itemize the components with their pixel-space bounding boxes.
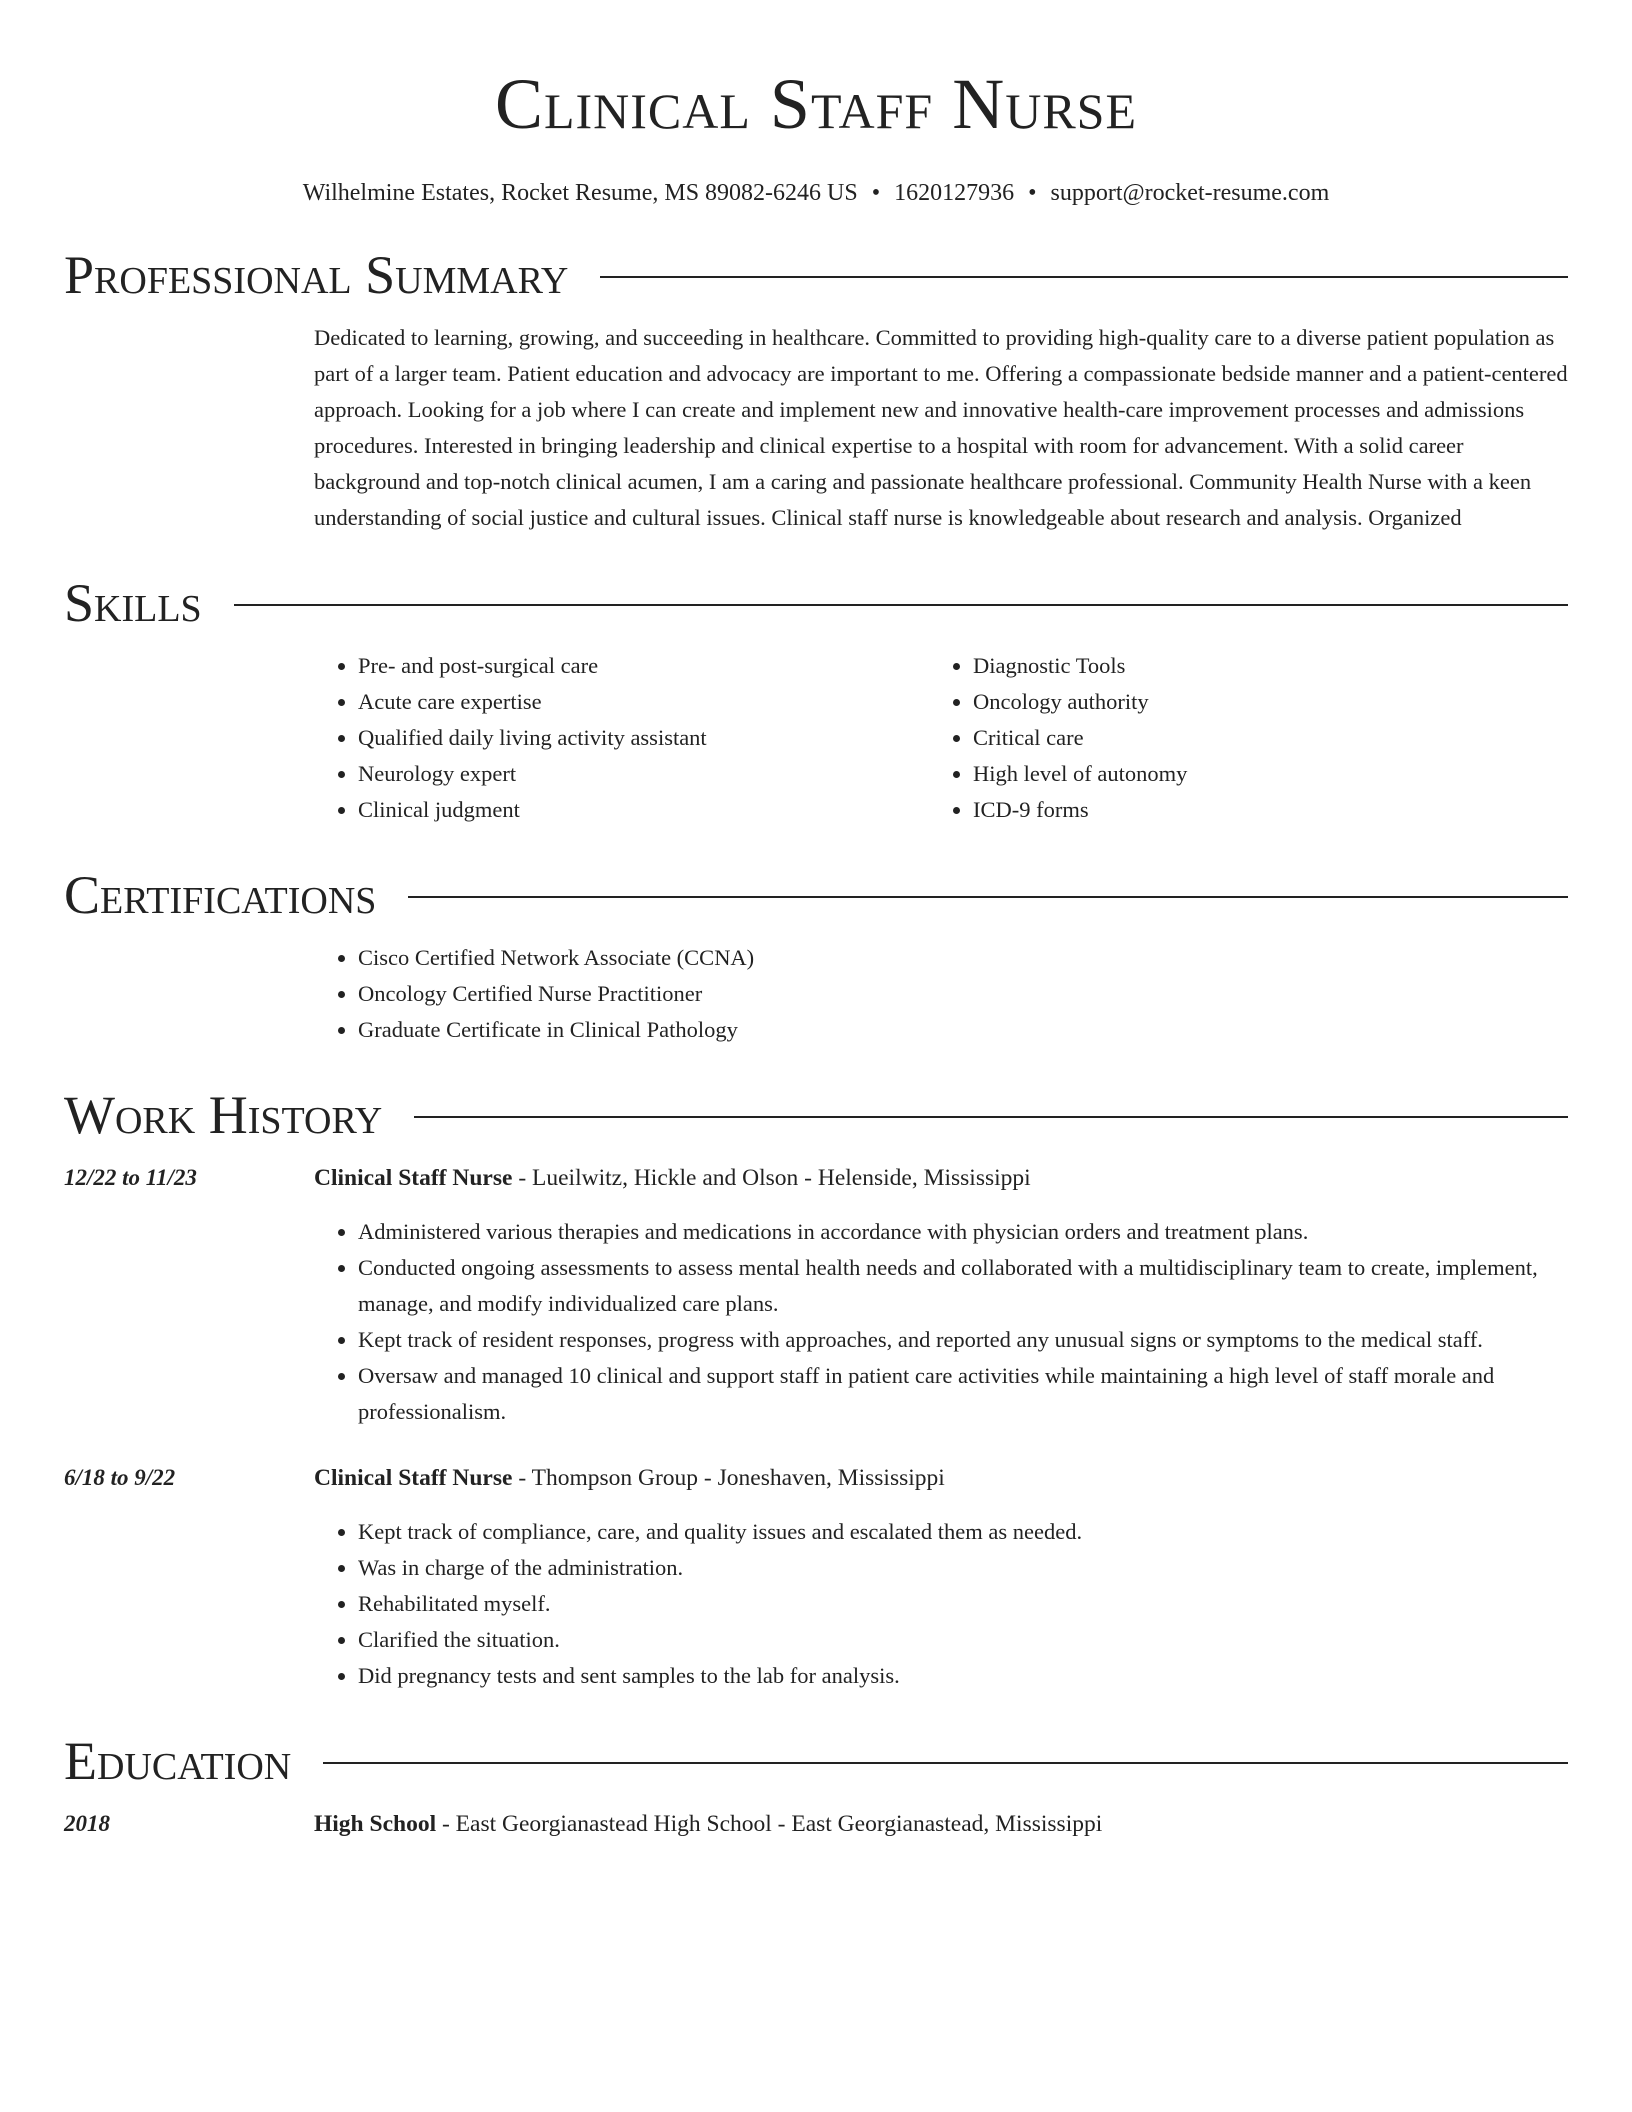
- contact-separator: •: [1028, 180, 1037, 206]
- contact-email[interactable]: support@rocket-resume.com: [1050, 180, 1330, 206]
- job-bullet: • Rehabilitated myself.: [358, 1586, 1568, 1622]
- job-details: - Thompson Group - Joneshaven, Mississippi: [512, 1465, 945, 1491]
- education-degree: High School: [314, 1811, 437, 1837]
- education-body: [314, 1806, 1568, 1842]
- summary-title: Professional Summary: [64, 245, 569, 305]
- job-bullet: • Was in charge of the administration.: [358, 1550, 1568, 1586]
- skills-column-right: [929, 648, 1544, 828]
- section-divider: [323, 1762, 1568, 1764]
- contact-address: Wilhelmine Estates, Rocket Resume, MS 89082-6246 US: [302, 180, 858, 206]
- skill-item: • Qualified daily living activity assistant: [358, 720, 929, 756]
- skill-item: • Pre- and post-surgical care: [358, 648, 929, 684]
- summary-section-header: [64, 244, 1568, 306]
- section-divider: [234, 604, 1568, 606]
- education-heading: [314, 1806, 1568, 1842]
- job-role: Clinical Staff Nurse: [314, 1165, 513, 1191]
- skill-item: • Acute care expertise: [358, 684, 929, 720]
- job-bullet: • Oversaw and managed 10 clinical and support staff in patient care activities while maintaining a high level of staff morale and professionalism.: [358, 1358, 1568, 1430]
- job-bullet: • Conducted ongoing assessments to assess mental health needs and collaborated with a multidisciplinary team to create, implement, manage, and modify individualized care plans.: [358, 1250, 1568, 1322]
- work-history-section-header: [64, 1084, 1568, 1146]
- skill-item: • Critical care: [973, 720, 1544, 756]
- job-bullet: • Kept track of resident responses, progress with approaches, and reported any unusual signs or symptoms to the medical staff.: [358, 1322, 1568, 1358]
- job-entry: [64, 1460, 1568, 1694]
- job-body: [314, 1460, 1568, 1694]
- resume-name: Clinical Staff Nurse: [494, 64, 1138, 144]
- certification-item: • Cisco Certified Network Associate (CCNA): [358, 940, 1568, 976]
- skill-item: • High level of autonomy: [973, 756, 1544, 792]
- skills-list: [314, 648, 1568, 828]
- job-bullet: • Administered various therapies and medications in accordance with physician orders and treatment plans.: [358, 1214, 1568, 1250]
- skills-title: Skills: [64, 573, 202, 633]
- contact-phone: 1620127936: [894, 180, 1015, 206]
- section-divider: [600, 276, 1568, 278]
- job-heading: [314, 1160, 1568, 1196]
- job-details: - Lueilwitz, Hickle and Olson - Helenside, Mississippi: [512, 1165, 1031, 1191]
- section-divider: [414, 1116, 1568, 1118]
- skill-item: • Clinical judgment: [358, 792, 929, 828]
- summary-text: Dedicated to learning, growing, and succeeding in healthcare. Committed to providing high-quality care to a diverse patient population as part of a larger team. Patient education and advocacy are important to me. Offering a compassionate bedside manner and a patient-centered approach. Looking for a job where I can create and implement new and innovative health-care improvement processes and admissions procedures. Interested in bringing leadership and clinical expertise to a hospital with room for advancement. With a solid career background and top-notch clinical acumen, I am a caring and passionate healthcare professional. Community Health Nurse with a keen understanding of social justice and cultural issues. Clinical staff nurse is knowledgeable about research and analysis. Organized: [314, 325, 1568, 530]
- job-bullet: • Kept track of compliance, care, and quality issues and escalated them as needed.: [358, 1514, 1568, 1550]
- certifications-section-header: [64, 864, 1568, 926]
- education-section-header: [64, 1730, 1568, 1792]
- work-history-title: Work History: [64, 1085, 383, 1145]
- education-entry: [64, 1806, 1568, 1842]
- skill-item: • Oncology authority: [973, 684, 1544, 720]
- contact-separator: •: [871, 180, 881, 206]
- certifications-list: [314, 940, 1568, 1048]
- education-title: Education: [64, 1731, 292, 1791]
- contact-line: [64, 178, 1568, 208]
- certification-item: • Oncology Certified Nurse Practitioner: [358, 976, 1568, 1012]
- certification-item: • Graduate Certificate in Clinical Pathology: [358, 1012, 1568, 1048]
- skill-item: • Diagnostic Tools: [973, 648, 1544, 684]
- section-divider: [408, 896, 1568, 898]
- job-bullet: • Clarified the situation.: [358, 1622, 1568, 1658]
- job-dates: 6/18 to 9/22: [64, 1465, 176, 1490]
- education-year: 2018: [64, 1811, 110, 1836]
- skill-item: • Neurology expert: [358, 756, 929, 792]
- education-details: - East Georgianastead High School - East Georgianastead, Mississippi: [436, 1811, 1103, 1837]
- job-entry: [64, 1160, 1568, 1430]
- job-role: Clinical Staff Nurse: [314, 1465, 513, 1491]
- skills-column-left: [314, 648, 929, 828]
- certifications-title: Certifications: [64, 865, 377, 925]
- job-bullet: • Did pregnancy tests and sent samples to the lab for analysis.: [358, 1658, 1568, 1694]
- job-heading: [314, 1460, 1568, 1496]
- skill-item: • ICD-9 forms: [973, 792, 1544, 828]
- job-dates: 12/22 to 11/23: [64, 1165, 197, 1190]
- skills-section-header: [64, 572, 1568, 634]
- job-body: [314, 1160, 1568, 1430]
